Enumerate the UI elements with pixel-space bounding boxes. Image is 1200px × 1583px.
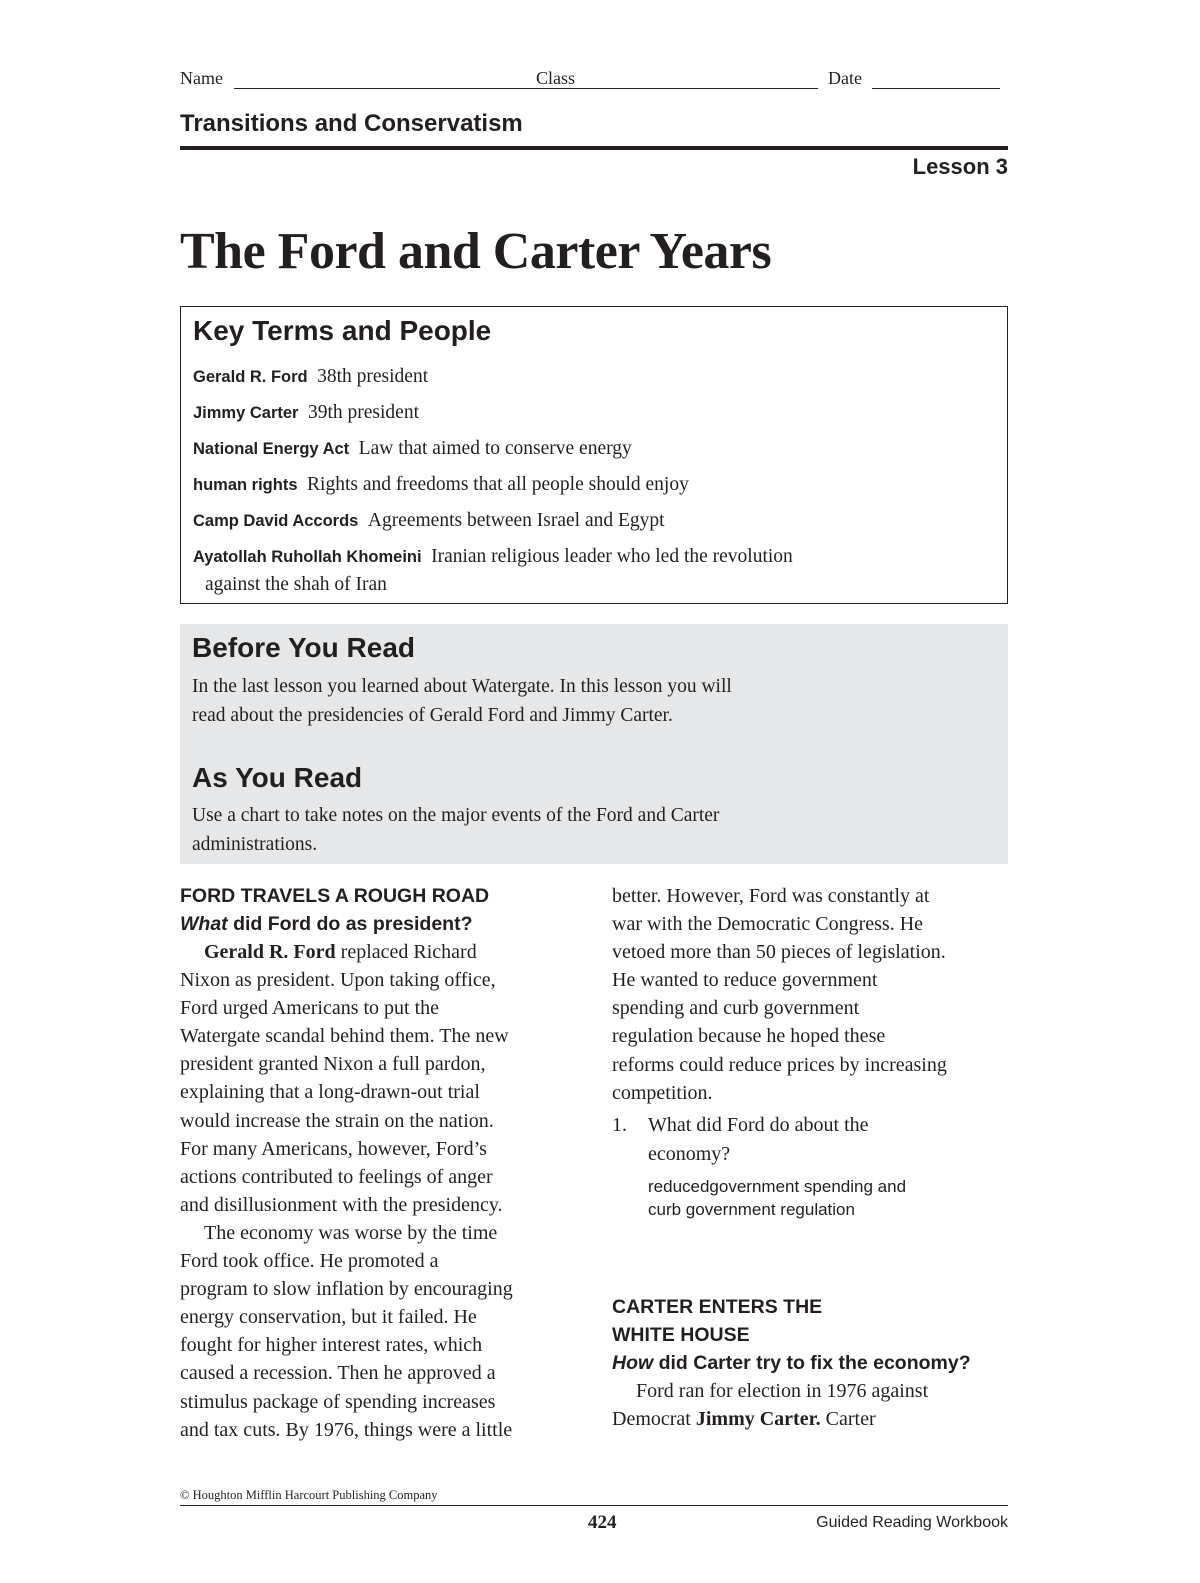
text-line: economy? — [648, 1142, 731, 1165]
key-term: Ayatollah Ruhollah Khomeini — [193, 548, 422, 566]
text-line: Ford urged Americans to put the — [180, 997, 440, 1020]
key-term-definition: Law that aimed to conserve energy — [358, 438, 632, 459]
text-line: reforms could reduce prices by increasing — [612, 1053, 947, 1076]
answer-field[interactable] — [612, 1175, 1012, 1221]
text-line: better. However, Ford was constantly at — [612, 885, 930, 907]
date-field[interactable] — [872, 88, 1000, 89]
text-line: regulation because he hoped these — [612, 1025, 886, 1048]
review-question-1 — [612, 1111, 1012, 1169]
key-term-definition: Agreements between Israel and Egypt — [367, 510, 665, 531]
text-line: actions contributed to feelings of anger — [180, 1165, 493, 1188]
student-info-row — [180, 66, 1008, 94]
text-line: Ford took office. He promoted a — [180, 1250, 439, 1273]
paragraph — [180, 1219, 580, 1444]
key-terms-heading: Key Terms and People — [193, 315, 492, 346]
key-term-item — [193, 363, 983, 391]
question-number: 1. — [612, 1113, 627, 1136]
text-line: For many Americans, however, Ford’s — [180, 1137, 487, 1160]
copyright-notice: © Houghton Mifflin Harcourt Publishing Company — [180, 1488, 438, 1502]
bold-term: Gerald R. Ford — [204, 941, 336, 963]
question-emphasis: How — [612, 1351, 654, 1374]
key-term: Gerald R. Ford — [193, 368, 308, 386]
right-column — [612, 882, 1012, 1433]
section-heading — [612, 1293, 1012, 1349]
text-line: war with the Democratic Congress. He — [612, 913, 924, 936]
text-line: What did Ford do about the — [648, 1113, 869, 1136]
paragraph — [180, 938, 580, 1219]
text-line: explaining that a long-drawn-out trial — [180, 1081, 480, 1104]
text-line: read about the presidencies of Gerald Ford and Jimmy Carter. — [192, 705, 673, 726]
text-line: replaced Richard — [335, 941, 477, 963]
key-term: human rights — [193, 476, 298, 494]
paragraph — [612, 882, 1012, 1107]
key-term-definition: 38th president — [317, 366, 429, 387]
section-question — [612, 1349, 1012, 1377]
text-fragment: Carter — [820, 1407, 876, 1430]
lesson-label: Lesson 3 — [912, 154, 1008, 179]
footer-rule — [180, 1505, 1008, 1506]
text-line: Use a chart to take notes on the major events of the Ford and Carter — [192, 805, 720, 826]
text-line: and disillusionment with the presidency. — [180, 1193, 503, 1216]
before-you-read-text — [192, 672, 892, 730]
text-line: Nixon as president. Upon taking office, — [180, 969, 496, 992]
question-text: did Carter try to fix the economy? — [653, 1351, 971, 1374]
heading-line: WHITE HOUSE — [612, 1323, 750, 1346]
key-term-item — [193, 507, 983, 535]
text-line: The economy was worse by the time — [204, 1221, 498, 1244]
text-line: He wanted to reduce government — [612, 969, 878, 992]
question-text: did Ford do as president? — [227, 913, 473, 935]
key-term-definition-continued: against the shah of Iran — [205, 574, 387, 595]
section-question — [180, 910, 580, 938]
text-line: Watergate scandal behind them. The new — [180, 1025, 509, 1048]
key-term-definition: Iranian religious leader who led the revolution — [431, 546, 793, 567]
key-term-item — [193, 543, 983, 599]
key-term-item — [193, 399, 983, 427]
key-term-item — [193, 435, 983, 463]
class-label: Class — [536, 68, 576, 88]
text-line: would increase the strain on the nation. — [180, 1109, 494, 1132]
key-terms-box — [180, 306, 1008, 604]
as-you-read-heading: As You Read — [192, 762, 363, 793]
heading-line: CARTER ENTERS THE — [612, 1295, 823, 1318]
key-term-definition: 39th president — [307, 402, 420, 423]
text-line: energy conservation, but it failed. He — [180, 1306, 477, 1329]
key-term: National Energy Act — [193, 440, 350, 458]
date-label: Date — [828, 68, 862, 88]
text-line: and tax cuts. By 1976, things were a little — [180, 1418, 513, 1441]
name-label: Name — [180, 68, 223, 88]
paragraph — [612, 1377, 1012, 1433]
key-term: Jimmy Carter — [193, 404, 299, 422]
text-line: fought for higher interest rates, which — [180, 1334, 483, 1357]
left-column — [180, 882, 580, 1444]
bold-term: Jimmy Carter. — [695, 1407, 821, 1430]
answer-line: curb government regulation — [648, 1199, 855, 1219]
text-line: competition. — [612, 1081, 713, 1104]
text-line: In the last lesson you learned about Watergate. In this lesson you will — [192, 676, 732, 697]
key-term-item — [193, 471, 983, 499]
page-number: 424 — [588, 1512, 617, 1533]
text-line: vetoed more than 50 pieces of legislation. — [612, 941, 946, 964]
class-field[interactable] — [582, 88, 818, 89]
question-emphasis: What — [180, 913, 228, 935]
before-you-read-heading: Before You Read — [192, 632, 416, 663]
as-you-read-text — [192, 801, 892, 859]
page-title: The Ford and Carter Years — [180, 223, 772, 280]
unit-title: Transitions and Conservatism — [180, 110, 523, 137]
text-line: stimulus package of spending increases — [180, 1390, 496, 1413]
text-line: spending and curb government — [612, 997, 860, 1020]
reading-guide-box — [180, 624, 1008, 864]
text-line: program to slow inflation by encouraging — [180, 1278, 513, 1301]
key-term: Camp David Accords — [193, 512, 359, 530]
answer-line: reducedgovernment spending and — [648, 1176, 907, 1196]
text-line: administrations. — [192, 834, 318, 855]
text-line: Ford ran for election in 1976 against — [636, 1379, 929, 1402]
title-rule — [180, 146, 1008, 150]
text-line: president granted Nixon a full pardon, — [180, 1053, 486, 1076]
workbook-name: Guided Reading Workbook — [816, 1514, 1008, 1531]
text-fragment: Democrat — [612, 1407, 696, 1430]
section-heading: FORD TRAVELS A ROUGH ROAD — [180, 885, 490, 907]
text-line: caused a recession. Then he approved a — [180, 1362, 496, 1385]
key-term-definition: Rights and freedoms that all people should enjoy — [307, 474, 689, 495]
